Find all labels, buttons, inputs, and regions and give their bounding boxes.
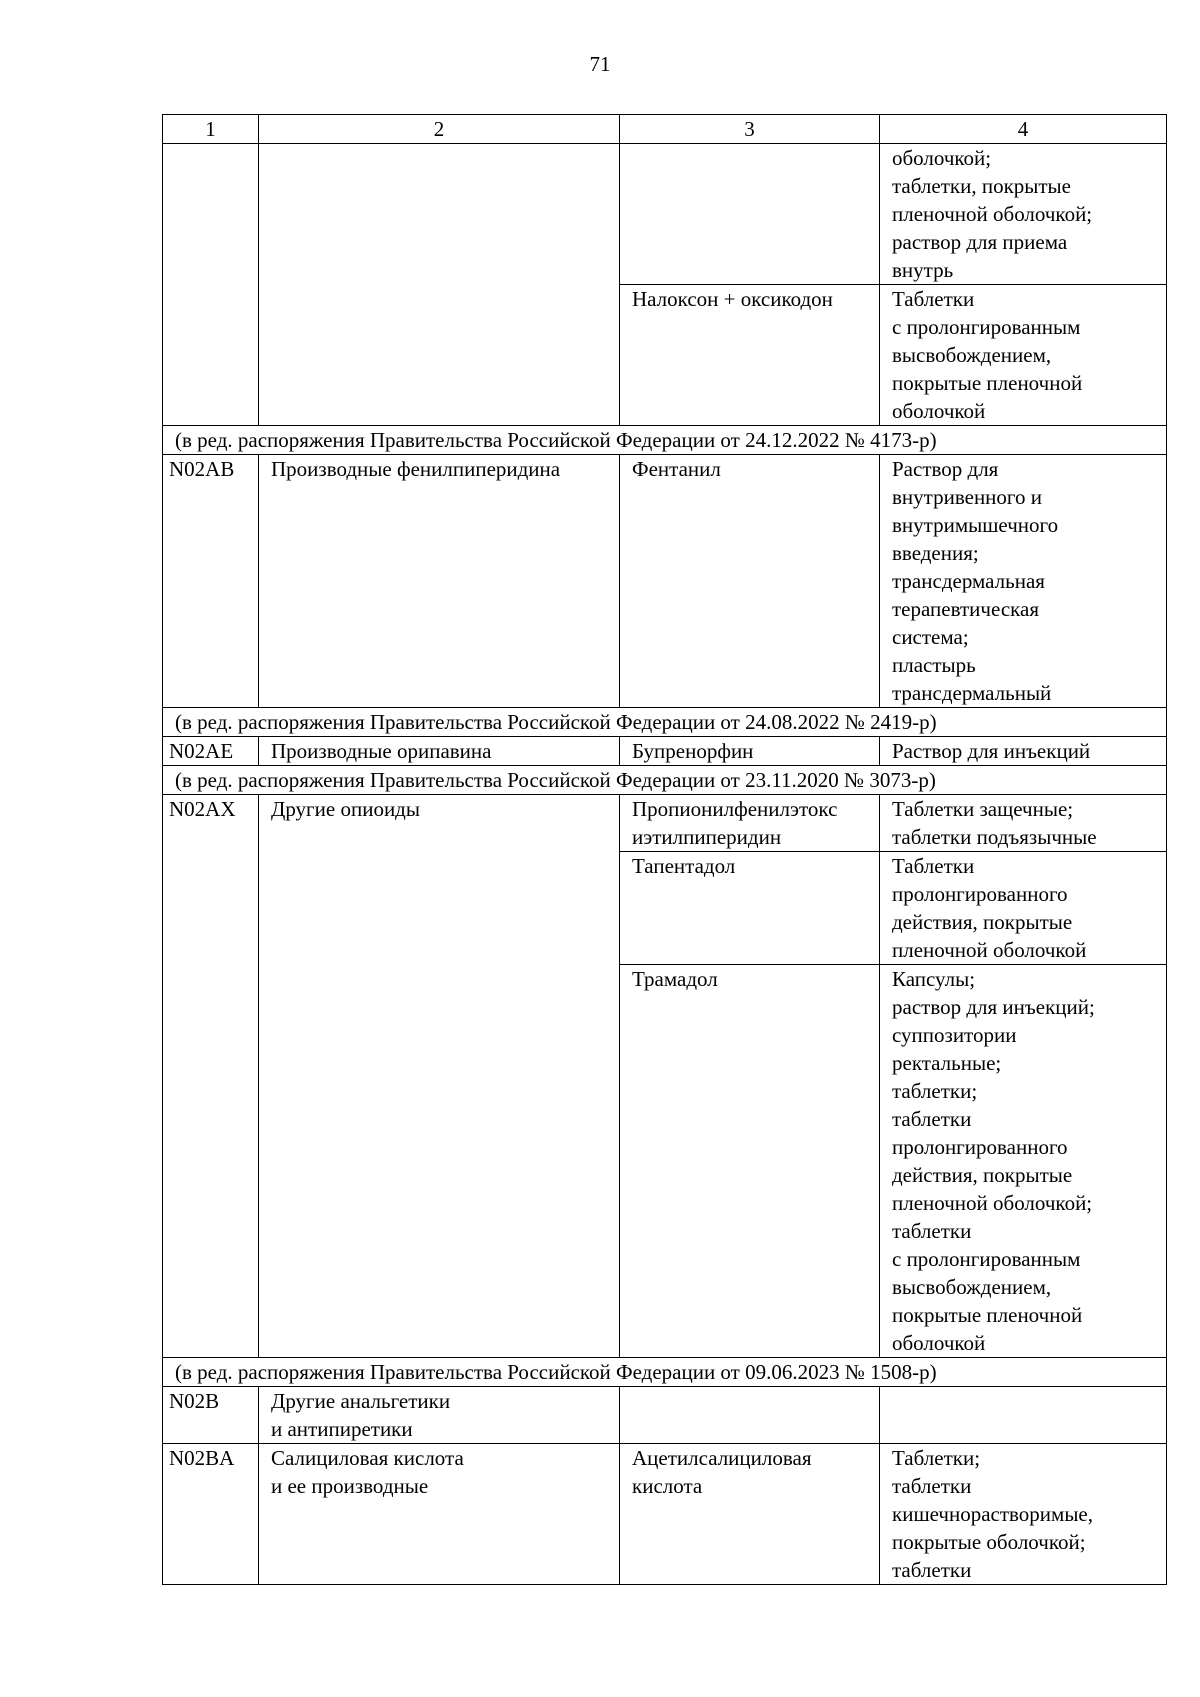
table-row: [163, 737, 1167, 766]
drug-name-cell: Тапентадол: [620, 852, 880, 965]
drug-name-cell: Пропионилфенилэтокс иэтилпиперидин: [620, 795, 880, 852]
atc-code-cell: N02BA: [163, 1444, 259, 1585]
drug-name-cell: Фентанил: [620, 455, 880, 708]
drug-name-cell: [620, 1387, 880, 1444]
drug-name-cell: Трамадол: [620, 965, 880, 1358]
drug-name-cell: Налоксон + оксикодон: [620, 285, 880, 426]
dosage-form-cell: Таблетки пролонгированного действия, покрытые пленочной оболочкой: [880, 852, 1167, 965]
header-col-4: 4: [880, 115, 1167, 144]
atc-group-cell: [259, 144, 620, 426]
amendment-row: [163, 426, 1167, 455]
atc-code-cell: [163, 144, 259, 426]
amendment-row: [163, 1358, 1167, 1387]
page-number: 71: [589, 52, 611, 76]
medicines-table: [162, 114, 1167, 1585]
header-col-1: 1: [163, 115, 259, 144]
amendment-note: (в ред. распоряжения Правительства Российской Федерации от 23.11.2020 № 3073-р): [163, 766, 1167, 795]
amendment-note: (в ред. распоряжения Правительства Российской Федерации от 24.12.2022 № 4173-р): [163, 426, 1167, 455]
atc-code-cell: N02AB: [163, 455, 259, 708]
atc-code-cell: N02AX: [163, 795, 259, 1358]
dosage-form-cell: Таблетки; таблетки кишечнорастворимые, покрытые оболочкой; таблетки: [880, 1444, 1167, 1585]
dosage-form-cell: Раствор для внутривенного и внутримышечного введения; трансдермальная терапевтическая система; пластырь трансдермальный: [880, 455, 1167, 708]
drug-name-cell: [620, 144, 880, 285]
dosage-form-cell: [880, 1387, 1167, 1444]
table-row: [163, 144, 1167, 285]
table-row: [163, 1387, 1167, 1444]
atc-code-cell: N02B: [163, 1387, 259, 1444]
amendment-row: [163, 708, 1167, 737]
drug-name-cell: Бупренорфин: [620, 737, 880, 766]
amendment-row: [163, 766, 1167, 795]
table-row: [163, 1444, 1167, 1585]
header-col-3: 3: [620, 115, 880, 144]
table-row: [163, 795, 1167, 852]
atc-group-cell: Салициловая кислота и ее производные: [259, 1444, 620, 1585]
amendment-note: (в ред. распоряжения Правительства Российской Федерации от 09.06.2023 № 1508-р): [163, 1358, 1167, 1387]
atc-code-cell: N02AE: [163, 737, 259, 766]
atc-group-cell: Другие анальгетики и антипиретики: [259, 1387, 620, 1444]
atc-group-cell: Другие опиоиды: [259, 795, 620, 1358]
dosage-form-cell: Таблетки защечные; таблетки подъязычные: [880, 795, 1167, 852]
dosage-form-cell: Таблетки с пролонгированным высвобождением, покрытые пленочной оболочкой: [880, 285, 1167, 426]
amendment-note: (в ред. распоряжения Правительства Российской Федерации от 24.08.2022 № 2419-р): [163, 708, 1167, 737]
atc-group-cell: Производные фенилпиперидина: [259, 455, 620, 708]
atc-group-cell: Производные орипавина: [259, 737, 620, 766]
table-row: [163, 455, 1167, 708]
header-col-2: 2: [259, 115, 620, 144]
drug-name-cell: Ацетилсалициловая кислота: [620, 1444, 880, 1585]
dosage-form-cell: Раствор для инъекций: [880, 737, 1167, 766]
table-header-row: [163, 115, 1167, 144]
dosage-form-cell: оболочкой; таблетки, покрытые пленочной оболочкой; раствор для приема внутрь: [880, 144, 1167, 285]
dosage-form-cell: Капсулы; раствор для инъекций; суппозитории ректальные; таблетки; таблетки пролонгированного действия, покрытые пленочной оболочкой; таблетки с пролонгированным высвобождением, покрытые пленочной оболочкой: [880, 965, 1167, 1358]
